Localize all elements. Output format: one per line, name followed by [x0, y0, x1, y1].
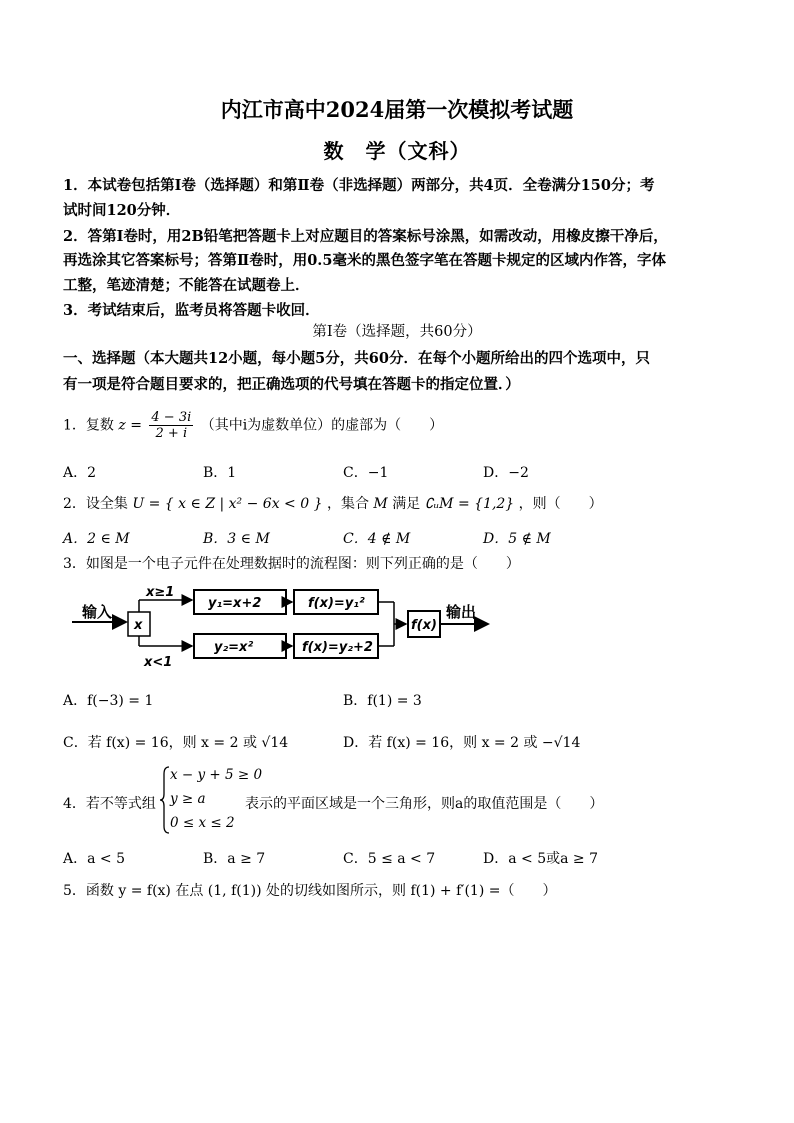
flow-input-label: 输入: [82, 603, 113, 621]
q4-prefix: 4．若不等式组: [63, 796, 156, 812]
section-title: 第Ⅰ卷（选择题，共60分）: [312, 324, 482, 340]
q4-row-3: 0 ≤ x ≤ 2: [170, 815, 235, 831]
q1-fraction: [149, 410, 193, 441]
q2-text-a: 2．设全集: [63, 496, 128, 512]
q1-z: z =: [118, 417, 142, 434]
q1-numerator: 4 − 3i: [151, 410, 192, 425]
flow-cond-top: x≥1: [146, 585, 175, 600]
flow-box-y2-label: y₂=x²: [214, 640, 254, 655]
q2-text-d: ，则（ ）: [518, 496, 603, 512]
q2-set-u: U = { x ∈ Z | x² − 6x < 0 }: [132, 496, 323, 512]
q3-option-b[interactable]: B．f(1) = 3: [343, 693, 422, 709]
q3-option-c[interactable]: C．若 f(x) = 16，则 x = 2 或 √14: [63, 735, 289, 751]
instruction-line-3: 2．答第Ⅰ卷时，用2B铅笔把答题卡上对应题目的答案标号涂黑，如需改动，用橡皮擦干净后，: [63, 228, 668, 245]
q1-denominator: 2 + i: [155, 426, 188, 441]
flow-output-label: 输出: [446, 603, 477, 621]
flow-cond-bottom: x<1: [144, 655, 173, 670]
q1-option-b[interactable]: B．1: [203, 465, 237, 481]
q2-text-b: ，集合: [326, 496, 369, 512]
instruction-line-2: 试时间120分钟．: [63, 202, 181, 219]
flow-box-out-label: f(x): [411, 618, 437, 633]
part-intro-line-2: 有一项是符合题目要求的，把正确选项的代号填在答题卡的指定位置．）: [63, 376, 520, 393]
q3-option-d[interactable]: D．若 f(x) = 16，则 x = 2 或 −√14: [343, 735, 581, 751]
flow-box-f2-label: f(x)=y₂+2: [302, 640, 373, 655]
q4-suffix: 表示的平面区域是一个三角形，则a的取值范围是（ ）: [245, 796, 604, 812]
q1-option-a[interactable]: A．2: [63, 465, 97, 481]
flowchart-diagram: [68, 580, 498, 672]
question-5: 5．函数 y = f(x) 在点 (1, f(1)) 处的切线如图所示，则 f(1) + f′(1) =（ ）: [63, 883, 557, 899]
part-intro-line-1: 一、选择题（本大题共12小题，每小题5分，共60分．在每个小题所给出的四个选项中，只: [63, 350, 650, 367]
question-3: 3．如图是一个电子元件在处理数据时的流程图：则下列正确的是（ ）: [63, 556, 520, 572]
q1-option-d[interactable]: D．−2: [483, 465, 529, 481]
q2-complement: ∁ᵤM = {1,2}: [424, 496, 515, 512]
flow-box-y1-label: y₁=x+2: [208, 596, 262, 611]
q3-option-a[interactable]: A．f(−3) = 1: [63, 693, 154, 709]
q2-set-m: M: [373, 496, 388, 512]
q4-left-brace: [160, 766, 170, 834]
q2-text-c: 满足: [392, 496, 421, 512]
q4-option-a[interactable]: A．a < 5: [63, 851, 125, 867]
q4-row-1: x − y + 5 ≥ 0: [170, 767, 263, 783]
q1-suffix: （其中i为虚数单位）的虚部为（ ）: [200, 417, 444, 434]
q2-option-d[interactable]: D．5 ∉ M: [483, 531, 551, 547]
exam-title: 内江市高中2024届第一次模拟考试题: [220, 97, 574, 122]
q2-option-c[interactable]: C．4 ∉ M: [343, 531, 411, 547]
instruction-line-1: 1．本试卷包括第Ⅰ卷（选择题）和第Ⅱ卷（非选择题）两部分，共4页．全卷满分150分；考: [63, 177, 655, 194]
q4-option-d[interactable]: D．a < 5或a ≥ 7: [483, 851, 598, 867]
flow-box-f1-label: f(x)=y₁²: [308, 596, 365, 611]
q4-option-c[interactable]: C．5 ≤ a < 7: [343, 851, 436, 867]
instruction-line-5: 工整，笔迹清楚；不能答在试题卷上．: [63, 277, 310, 294]
q2-option-a[interactable]: A．2 ∈ M: [63, 531, 130, 547]
q2-option-b[interactable]: B．3 ∈ M: [203, 531, 270, 547]
q4-row-2: y ≥ a: [170, 791, 206, 807]
q4-option-b[interactable]: B．a ≥ 7: [203, 851, 266, 867]
instruction-line-6: 3．考试结束后，监考员将答题卡收回．: [63, 302, 320, 319]
q1-option-c[interactable]: C．−1: [343, 465, 389, 481]
q1-prefix: 1．复数: [63, 417, 114, 434]
exam-subject: 数 学（文科）: [323, 139, 471, 163]
instruction-line-4: 再选涂其它答案标号；答第Ⅱ卷时，用0.5毫米的黑色签字笔在答题卡规定的区域内作答，字体: [63, 252, 666, 269]
question-2: [63, 493, 603, 513]
question-1: [63, 410, 443, 441]
flow-x-label: x: [134, 618, 143, 633]
